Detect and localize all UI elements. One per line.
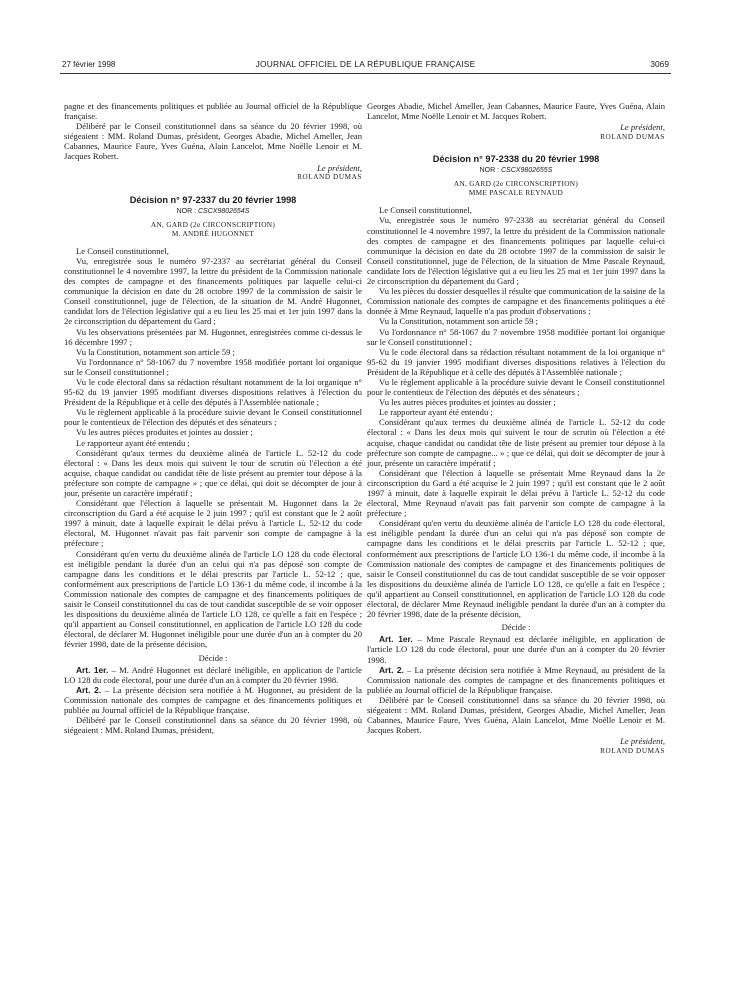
article-1-text: – Mme Pascale Reynaud est déclarée inéligible, en application de l'article LO 128 du code électoral, pour une durée d'un an à compter du 20 février 1998.	[367, 634, 665, 665]
article-2-label: Art. 2.	[379, 664, 404, 675]
case-heading	[367, 179, 665, 197]
article-2	[367, 665, 665, 695]
body-paragraph: Vu le règlement applicable à la procédure suivie devant le Conseil constitutionnel pour le contentieux de l'élection des députés et des sénateurs ;	[64, 407, 362, 428]
article-1-label: Art. 1er.	[379, 634, 413, 645]
body-paragraph: Considérant qu'aux termes du deuxième alinéa de l'article L. 52-12 du code électoral : « Dans les deux mois qui suivent le tour de scrutin où l'élection a été acquise, chaque candidat ou candidat tête de liste présent au premier tour dépose à la préfecture son compte de campagne » ; que ce délai, qui doit se décompter de jour à jour, présente un caractère impératif ;	[64, 447, 362, 498]
signature-title: Le président,	[620, 122, 665, 133]
body-paragraph: Vu, enregistrée sous le numéro 97-2337 au secrétariat général du Conseil constitutionnel le 4 novembre 1997, la lettre du président de la Commission nationale des comptes de campagne et des financements politiques par laquelle celui-ci communique la décision en date du 28 octobre 1997 de la commission de saisir le Conseil constitutionnel, juge de l'élection, de la situation de M. André Hugonnet, candidat lors de l'élection législative qui a eu lieu les 25 mai et 1er juin 1997 dans la 2e circonscription du département du Gard ;	[64, 255, 362, 327]
body-paragraph: Vu l'ordonnance n° 58-1067 du 7 novembre 1958 modifiée portant loi organique sur le Conseil constitutionnel ;	[64, 356, 362, 377]
article-2-text: – La présente décision sera notifiée à Mme Reynaud, au président de la Commission nationale des comptes de campagne et des financements politiques et publiée au Journal officiel de la République française.	[367, 664, 665, 695]
signature-title: Le président,	[620, 736, 665, 747]
nor-code: CSCX9802654S	[198, 207, 250, 215]
journal-title: JOURNAL OFFICIEL DE LA RÉPUBLIQUE FRANÇAISE	[255, 59, 476, 69]
decision-title: Décision n° 97-2337 du 20 février 1998	[129, 194, 297, 205]
body-paragraph: Vu l'ordonnance n° 58-1067 du 7 novembre 1958 modifiée portant loi organique sur le Conseil constitutionnel ;	[367, 326, 665, 347]
nor-reference	[64, 207, 362, 217]
right-column	[367, 101, 665, 758]
body-paragraph: Le Conseil constitutionnel,	[76, 245, 169, 256]
article-1-text: – M. André Hugonnet est déclaré inéligible, en application de l'article LO 128 du code électoral, pour une durée d'un an à compter du 20 février 1998.	[64, 664, 362, 685]
left-column	[64, 101, 362, 735]
decide-heading: Décide :	[198, 652, 228, 663]
body-paragraph: Le Conseil constitutionnel,	[379, 205, 472, 216]
body-paragraph: Vu les autres pièces produites et jointes au dossier ;	[76, 427, 253, 438]
running-header	[50, 58, 681, 72]
body-paragraph: Vu, enregistrée sous le numéro 97-2338 au secrétariat général du Conseil constitutionnel le 4 novembre 1997, la lettre du président de la Commission nationale des comptes de campagne et des financements politiques par laquelle celui-ci communique la décision en date du 28 octobre 1997 de la commission de saisir le Conseil constitutionnel, juge de l'élection, de la situation de Mme Pascale Reynaud, candidate lors de l'élection législative qui a eu lieu les 25 mai et 1er juin 1997 dans la 2e circonscription du département du Gard ;	[367, 215, 665, 287]
page-number: 3069	[650, 59, 669, 69]
article-2-label: Art. 2.	[76, 684, 102, 695]
decision-title: Décision n° 97-2338 du 20 février 1998	[432, 154, 600, 165]
closing-paragraph: Délibéré par le Conseil constitutionnel dans sa séance du 20 février 1998, où siégeaient : MM. Roland Dumas, président, Georges Abadie, Michel Ameller, Jean Cabannes, Maurice Faure, Yves Guéna, Alain Lancelot, Mme Noëlle Lenoir et M. Jacques Robert.	[367, 694, 665, 736]
body-paragraph: Vu les autres pièces produites et jointes au dossier ;	[379, 397, 556, 408]
article-2	[64, 685, 362, 715]
body-paragraph: Considérant que l'élection à laquelle se présentait M. Hugonnet dans la 2e circonscription du Gard a été acquise le 2 juin 1997 ; qu'il est constant que le 2 août 1997 à minuit, date à laquelle expirait le délai prévu à l'article L. 52-12 du code électoral, M. Hugonnet n'avait pas fait parvenir son compte de campagne à la préfecture ;	[64, 498, 362, 549]
article-1	[367, 634, 665, 664]
continued-paragraph: pagne et des financements politiques et publiée au Journal officiel de la République française.	[64, 101, 362, 122]
signature-block	[64, 164, 362, 183]
body-paragraph: Vu les observations présentées par M. Hugonnet, enregistrées comme ci-dessus le 16 décembre 1997 ;	[64, 326, 362, 347]
case-constituency: AN, GARD (2e CIRCONSCRIPTION)	[150, 219, 276, 229]
decide-heading: Décide :	[501, 622, 531, 633]
nor-code: CSCX9802655S	[501, 167, 553, 175]
body-paragraph: Vu le code électoral dans sa rédaction résultant notamment de la loi organique n° 95-62 du 19 janvier 1995 modifiant diverses dispositions relatives à l'élection du Président de la République et à celle des députés à l'Assemblée nationale ;	[367, 346, 665, 377]
header-rule	[60, 73, 671, 74]
closing-paragraph: Délibéré par le Conseil constitutionnel dans sa séance du 20 février 1998, où siégeaient : MM. Roland Dumas, président,	[64, 715, 362, 736]
article-2-text: – La présente décision sera notifiée à M. Hugonnet, au président de la Commission nationale des comptes de campagne et des financements politiques et publiée au Journal officiel de la République française.	[64, 684, 362, 715]
body-paragraph: Considérant qu'en vertu du deuxième alinéa de l'article LO 128 du code électoral est inéligible pendant la durée d'un an celui qui n'a pas déposé son compte de campagne dans les conditions et le délai prescrits par l'article L. 52-12 ; que, conformément aux prescriptions de l'article LO 136-1 du même code, il incombe à la Commission nationale des comptes de campagne et des financements politiques de saisir le Conseil constitutionnel du cas de tout candidat susceptible de se voir opposer les dispositions du deuxième alinéa de l'article LO 128, ce qu'elle a fait en l'espèce ; qu'il appartient au Conseil constitutionnel, en application de l'article LO 128 du code électoral, de déclarer M. Hugonnet inéligible pour une durée d'un an à compter du 20 février 1998, date de la présente décision,	[64, 548, 362, 650]
signature-block	[367, 123, 665, 142]
continued-paragraph: Georges Abadie, Michel Ameller, Jean Cabannes, Maurice Faure, Yves Guéna, Alain Lancelot, Mme Noëlle Lenoir et M. Jacques Robert.	[367, 101, 665, 122]
body-paragraph: Vu le règlement applicable à la procédure suivie devant le Conseil constitutionnel pour le contentieux de l'élection des députés et des sénateurs ;	[367, 376, 665, 398]
body-paragraph: Vu la Constitution, notamment son article 59 ;	[379, 316, 538, 327]
article-1	[64, 665, 362, 685]
body-paragraph: Considérant qu'aux termes du deuxième alinéa de l'article L. 52-12 du code électoral : « Dans les deux mois qui suivent le tour de scrutin où l'élection a été acquise, chaque candidat ou candidat tête de liste présent au premier tour dépose à la préfecture son compte de campagne... » ; que ce délai, qui doit se décompter de jour à jour, présente un caractère impératif ;	[367, 417, 665, 468]
case-heading	[64, 220, 362, 238]
body-paragraph: Considérant qu'en vertu du deuxième alinéa de l'article LO 128 du code électoral, est inéligible pendant la durée d'un an celui qui n'a pas déposé son compte de campagne dans les conditions et le délai prescrits par l'article L. 52-12 ; que, conformément aux prescriptions de l'article LO 136-1 du même code, il incombe à la Commission nationale des comptes de campagne et des financements politiques de saisir le Conseil constitutionnel du cas de tout candidat susceptible de se voir opposer les dispositions du deuxième alinéa de l'article LO 128, ce qu'elle a fait en l'espèce ; qu'il appartient au Conseil constitutionnel, en application de l'article LO 128 du code électoral, de déclarer Mme Reynaud inéligible pendant la durée d'un an à compter du 20 février 1998, date de la présente décision,	[367, 518, 665, 620]
header-date: 27 février 1998	[62, 60, 116, 69]
signature-title: Le président,	[317, 162, 362, 173]
nor-label: NOR :	[176, 207, 198, 215]
body-paragraph: Le rapporteur ayant été entendu ;	[379, 407, 493, 418]
signature-name: ROLAND DUMAS	[600, 132, 665, 141]
body-paragraph: Le rapporteur ayant été entendu ;	[76, 437, 190, 448]
signature-name: ROLAND DUMAS	[600, 746, 665, 755]
case-candidate: MME PASCALE REYNAUD	[468, 188, 564, 198]
nor-reference	[367, 166, 665, 176]
body-paragraph: Considérant que l'élection à laquelle se présentait Mme Reynaud dans la 2e circonscription du Gard a été acquise le 2 juin 1997 ; qu'il est constant que le 2 août 1997 à minuit, date à laquelle expirait le délai prévu à l'article L. 52-12 du code électoral, Mme Reynaud n'avait pas fait parvenir son compte de campagne à la préfecture ;	[367, 467, 665, 519]
deliberation-paragraph: Délibéré par le Conseil constitutionnel dans sa séance du 20 février 1998, où siégeaient : MM. Roland Dumas, président, Georges Abadie, Michel Ameller, Jean Cabannes, Maurice Faure, Yves Guéna, Alain Lancelot, Mme Noëlle Lenoir et M. Jacques Robert.	[64, 121, 362, 162]
nor-label: NOR :	[479, 167, 501, 175]
case-candidate: M. ANDRÉ HUGONNET	[171, 228, 255, 238]
body-paragraph: Vu le code électoral dans sa rédaction résultant notamment de la loi organique n° 95-62 du 19 janvier 1995 modifiant diverses dispositions relatives à l'élection du Président de la République et à celle des députés à l'Assemblée nationale ;	[64, 376, 362, 408]
article-1-label: Art. 1er.	[76, 664, 109, 675]
case-constituency: AN, GARD (2e CIRCONSCRIPTION)	[453, 179, 579, 189]
signature-block	[367, 737, 665, 756]
signature-name: ROLAND DUMAS	[297, 173, 362, 182]
body-paragraph: Vu les pièces du dossier desquelles il résulte que communication de la saisine de la Commission nationale des comptes de campagne et des financements politiques a été donnée à Mme Reynaud, laquelle n'a pas produit d'observations ;	[367, 286, 665, 317]
body-paragraph: Vu la Constitution, notamment son article 59 ;	[76, 346, 235, 357]
